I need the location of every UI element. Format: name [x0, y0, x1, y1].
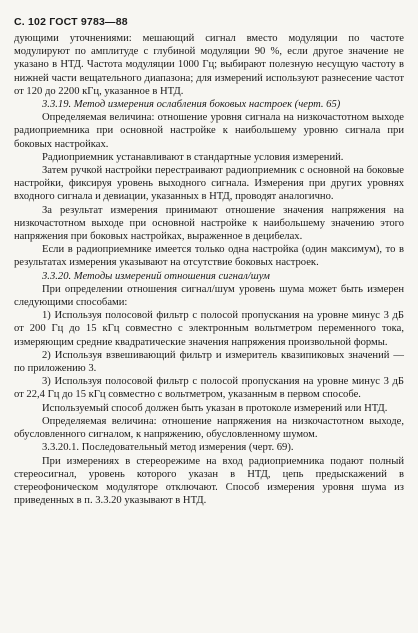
paragraph: При измерениях в стереорежиме на вход радиоприемника подают полный стереосигнал, уровень которого указан в НТД, цепь предыскажений в стереофоническом модуляторе отключают. Способ измерения уровня шума из приведенных в п. 3.3.20 указывают в НТД. [14, 455, 404, 507]
paragraph: 1) Используя полосовой фильтр с полосой пропускания на уровне минус 3 дБ от 200 Гц до 15 кГц совместно с электронным вольтметром переменного тока, измеряющим средние квадратические значения напряжения произвольной формы. [14, 310, 404, 348]
paragraph: Затем ручкой настройки перестраивают радиоприемник с основной на боковые настройки, фиксируя уровень выходного сигнала. Измерения при других уровнях входного сигнала и девиации, указанных в НТД, проводят аналогично. [14, 165, 404, 203]
paragraph: Определяемая величина: отношение напряжения на низкочастотном выходе, обусловленного сигналом, к напряжению, обусловленному шумом. [14, 415, 404, 441]
section-heading: 3.3.19. Метод измерения ослабления боковых настроек (черт. 65) [42, 99, 341, 111]
paragraph: дующими уточнениями: мешающий сигнал вместо модуляции по частоте модулируют по амплитуде с глубиной модуляции 90 %, если другое значение не указано в НТД. Частота модуляции 1000 Гц; выбирают полезную несущую частоту в нижней части вещательного диапазона; для измерений используют разнесение частот от 120 до 2200 кГц, указанное в НТД. [14, 33, 404, 97]
paragraph: Определяемая величина: отношение уровня сигнала на низкочастотном выходе радиоприемника при основной настройке к наибольшему уровню сигнала при боковых настройках. [14, 112, 404, 150]
section-heading: 3.3.20. Методы измерений отношения сигнал/шум [42, 270, 270, 282]
paragraph: Если в радиоприемнике имеется только одна настройка (один максимум), то в результатах измерения указывают на отсутствие боковых настроек. [14, 244, 404, 269]
paragraph: 3.3.20.1. Последовательный метод измерения (черт. 69). [42, 442, 294, 454]
paragraph: 3) Используя полосовой фильтр с полосой пропускания на уровне минус 3 дБ от 22,4 Гц до 15 кГц совместно с вольтметром, указанным в первом способе. [14, 376, 404, 401]
paragraph: 2) Используя взвешивающий фильтр и измеритель квазипиковых значений — по приложению 3. [14, 349, 404, 375]
paragraph: Радиоприемник устанавливают в стандартные условия измерений. [42, 151, 344, 163]
paragraph: За результат измерения принимают отношение значения напряжения на низкочастотном выходе при основной настройке к наибольшему значению этого напряжения при боковых настройках, выраженное в децибелах. [14, 204, 404, 243]
page-header: С. 102 ГОСТ 9783—88 [14, 16, 128, 28]
paragraph: При определении отношения сигнал/шум уровень шума может быть измерен следующими способами: [14, 283, 404, 309]
document-body [14, 32, 404, 507]
paragraph: Используемый способ должен быть указан в протоколе измерений или НТД. [42, 402, 388, 414]
